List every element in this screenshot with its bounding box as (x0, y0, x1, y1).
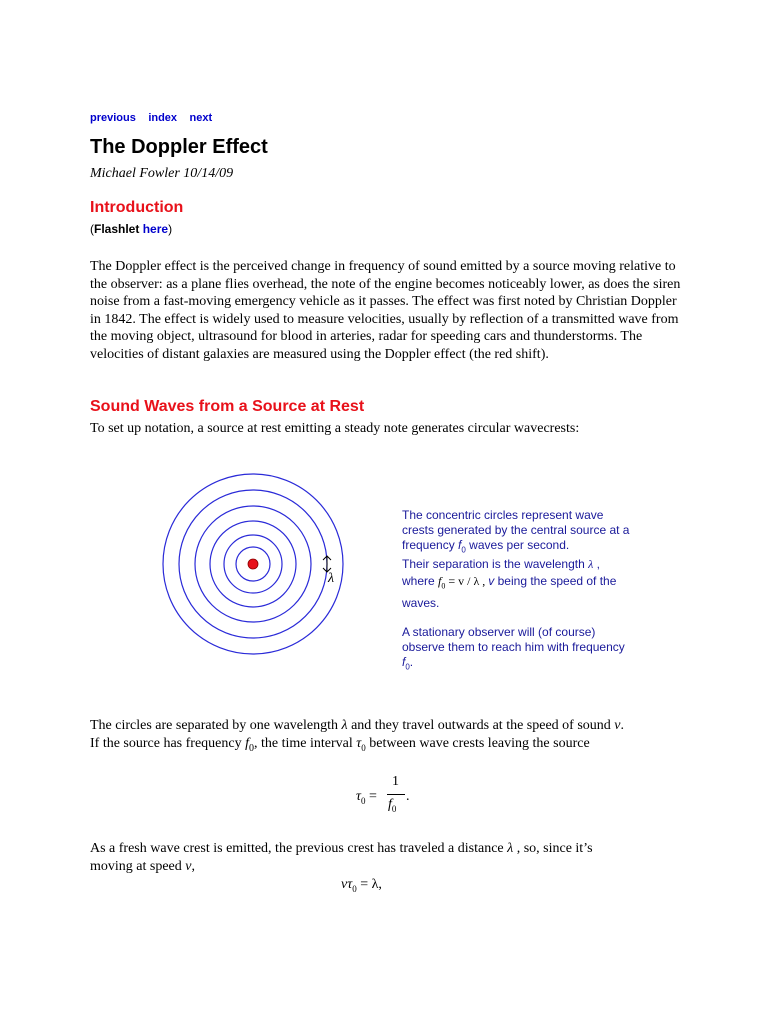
caption-line: Their separation is the wavelength λ , (402, 557, 600, 572)
author-line: Michael Fowler 10/14/09 (90, 166, 234, 181)
section-paragraph: To set up notation, a source at rest emitting a steady note generates circular wavecrests: (90, 421, 580, 436)
caption-line: A stationary observer will (of course) (402, 624, 596, 639)
flashlet-here-link[interactable]: here (142, 222, 169, 236)
fresh-crest-paragraph: As a fresh wave crest is emitted, the previous crest has traveled a distance λ , so, since it’s moving at speed v, (90, 841, 593, 874)
nav-index-link[interactable]: index (148, 112, 178, 124)
caption-line: where $f_0 = v / \lambda$ , v being the speed of the (402, 574, 617, 591)
figure-caption (402, 508, 652, 674)
lambda-label: λ (328, 571, 335, 586)
caption-line: frequency $f_0$ waves per second. (402, 538, 570, 555)
caption-line: crests generated by the central source at a (402, 523, 630, 537)
nav-next-link[interactable]: next (189, 112, 213, 124)
caption-line: The concentric circles represent wave (402, 508, 604, 522)
caption-line: waves. (402, 595, 440, 610)
circles-paragraph: The circles are separated by one wavelength λ and they travel outwards at the speed of sound v. If the source has frequency $f_0$, the time interval $\tau_0$ between wave crests leaving the source (90, 718, 625, 754)
equation-tau-equals-one-over-f: $\tau_0$ = 1 $f_0$ . (356, 774, 410, 814)
page-title: The Doppler Effect (90, 136, 268, 158)
equation-v-tau-equals-lambda: $v\tau_0 = \lambda$, (341, 877, 382, 894)
wavelength-marker (323, 556, 331, 572)
nav-previous-link[interactable]: previous (90, 112, 136, 124)
concentric-circles-figure (160, 468, 360, 668)
caption-line: $f_0$. (402, 654, 414, 672)
intro-heading: Introduction (90, 199, 184, 216)
top-nav (90, 108, 220, 126)
source-dot (248, 559, 258, 569)
intro-paragraph: The Doppler effect is the perceived change in frequency of sound emitted by a source moving relative to the observer: as a plane flies overhead, the note of the engine becomes noticeably lower, as does the siren noise from a fast-moving emergency vehicle as it passes. The effect was first noted by Christian Doppler in 1842. The effect is widely used to measure velocities, usually by reflection of a transmitted wave from the moving object, ultrasound for blood in arteries, radar for speeding cars and thunderstorms. The velocities of distant galaxies are measured using the Doppler effect (the red shift). (90, 259, 681, 362)
flashlet-label: Flashlet (94, 222, 140, 236)
flashlet-line: (Flashlet here) (90, 222, 173, 236)
section-heading-source-at-rest: Sound Waves from a Source at Rest (90, 398, 365, 415)
caption-line: observe them to reach him with frequency (402, 639, 625, 654)
